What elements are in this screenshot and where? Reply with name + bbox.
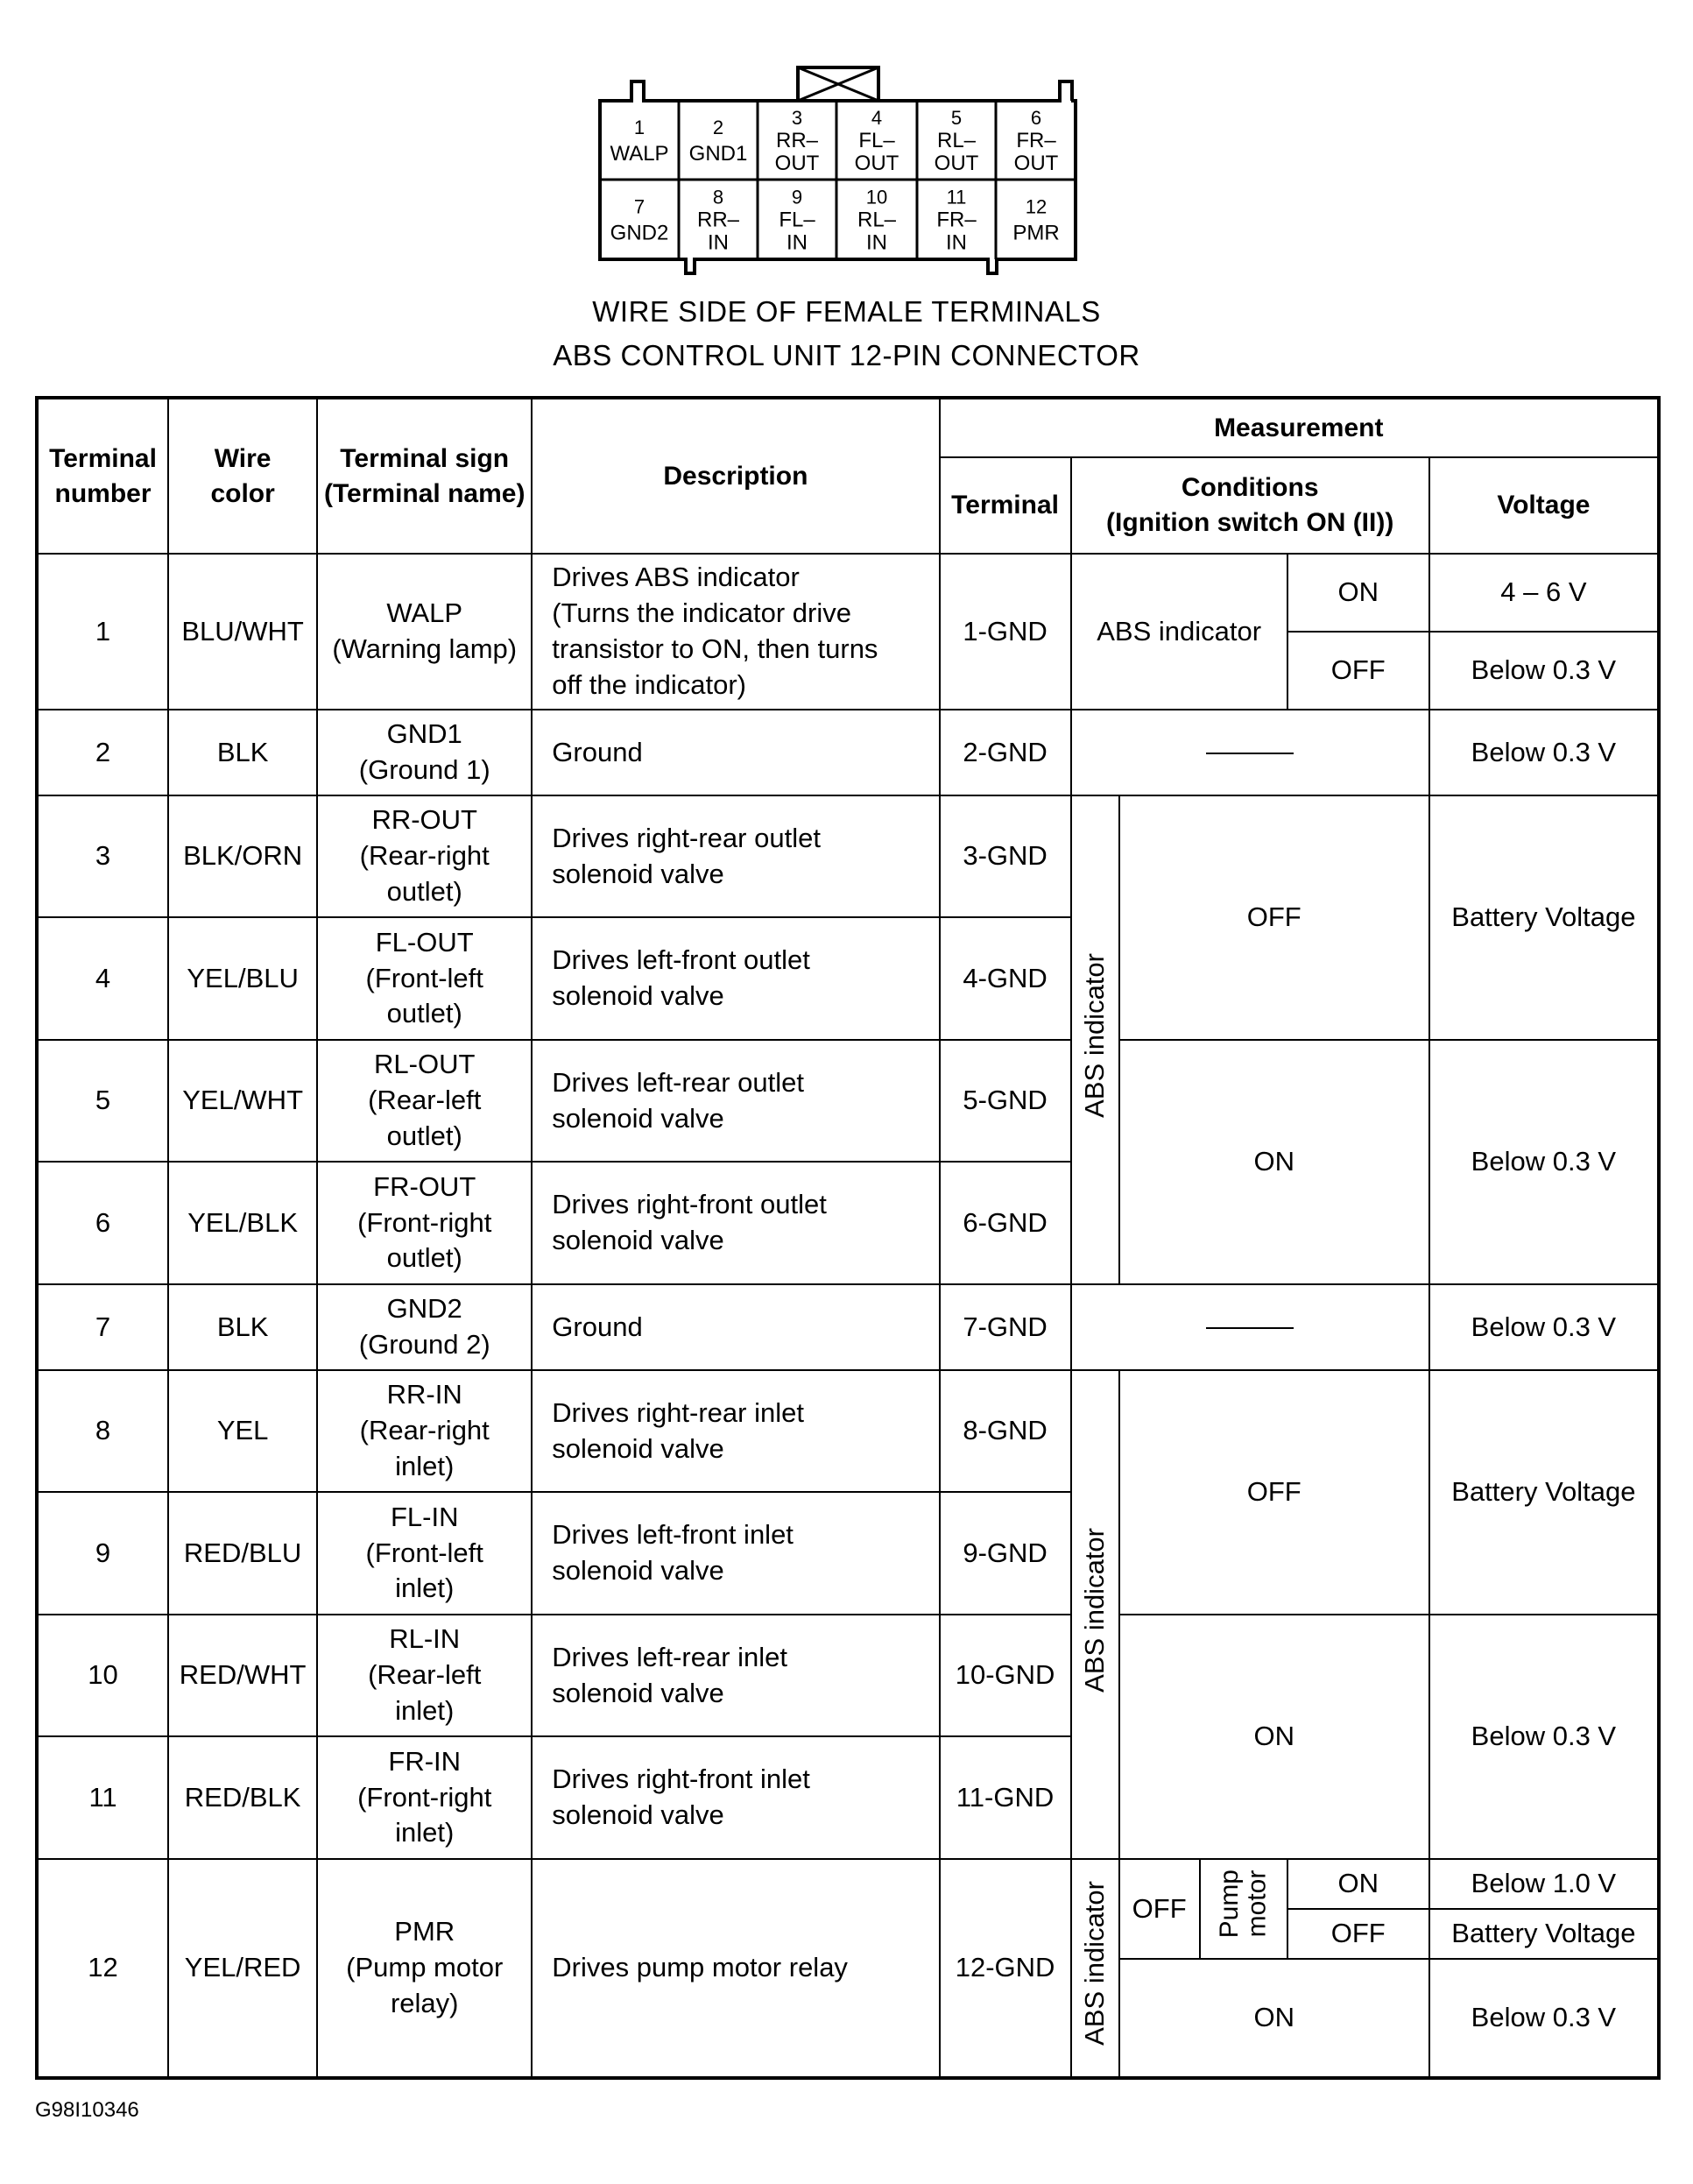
pin-number: 7: [633, 195, 645, 218]
pin-label: FL–: [858, 129, 895, 152]
condition-on: ON: [1119, 1615, 1429, 1859]
terminal-sign: GND1 (Ground 1): [317, 710, 532, 795]
connector-pin-3: [775, 107, 820, 175]
condition-off: OFF: [1119, 1370, 1429, 1615]
pin-label: FR–: [1016, 129, 1056, 152]
terminal-sign: GND2 (Ground 2): [317, 1284, 532, 1370]
wire-color: BLK/ORN: [168, 795, 317, 917]
terminal-sign: FR-IN (Front-right inlet): [317, 1736, 532, 1859]
pin-label: RL–: [936, 129, 977, 152]
terminal-sign: FR-OUT (Front-right outlet): [317, 1162, 532, 1284]
voltage-value: Below 0.3 V: [1429, 1615, 1659, 1859]
description: Drives pump motor relay: [532, 1859, 939, 2078]
wire-color: RED/BLU: [168, 1492, 317, 1615]
condition-off: OFF: [1287, 1909, 1429, 1959]
terminal-number: 8: [37, 1370, 168, 1492]
condition-abs-indicator-vertical: ABS indicator: [1071, 1859, 1119, 2078]
pin-label: OUT: [934, 152, 979, 175]
connector-pin-11: [936, 187, 977, 255]
measurement-terminal: 1-GND: [940, 554, 1071, 710]
measurement-terminal: 9-GND: [940, 1492, 1071, 1615]
condition-off: OFF: [1119, 1859, 1200, 1959]
table-row: [37, 554, 1659, 632]
condition-off: OFF: [1287, 632, 1429, 710]
terminal-number: 4: [37, 917, 168, 1040]
condition-on: ON: [1287, 554, 1429, 632]
terminal-sign: RL-IN (Rear-left inlet): [317, 1615, 532, 1736]
table-row: [37, 1859, 1659, 1909]
terminal-sign: FL-OUT (Front-left outlet): [317, 917, 532, 1040]
wire-color: YEL/BLU: [168, 917, 317, 1040]
measurement-terminal: 8-GND: [940, 1370, 1071, 1492]
voltage-value: Below 0.3 V: [1429, 710, 1659, 795]
terminal-number: 5: [37, 1040, 168, 1162]
wire-color: RED/BLK: [168, 1736, 317, 1859]
dash-line: [1206, 753, 1294, 754]
description: Drives left-front inlet solenoid valve: [532, 1492, 939, 1615]
pin-label: IN: [787, 230, 808, 255]
description: Drives left-rear inlet solenoid valve: [532, 1615, 939, 1736]
voltage-value: Battery Voltage: [1429, 795, 1659, 1040]
wire-color: BLU/WHT: [168, 554, 317, 710]
table-row: [37, 1040, 1659, 1162]
pin-number: 10: [865, 186, 888, 209]
terminal-sign: FL-IN (Front-left inlet): [317, 1492, 532, 1615]
condition-abs-indicator-vertical: ABS indicator: [1071, 795, 1119, 1284]
voltage-value: Below 0.3 V: [1429, 632, 1659, 710]
connector-pin-9: [779, 187, 815, 255]
connector-pin-8: [697, 187, 740, 255]
pin-label: WALP: [610, 142, 669, 166]
description: Drives right-front inlet solenoid valve: [532, 1736, 939, 1859]
connector-pin-12: [1012, 196, 1059, 245]
condition-on: ON: [1119, 1040, 1429, 1284]
connector-pin-4: [855, 107, 899, 175]
connector-diagram: [598, 66, 1089, 285]
terminal-number: 11: [37, 1736, 168, 1859]
measurement-terminal: 12-GND: [940, 1859, 1071, 2078]
condition-none: [1071, 1284, 1429, 1370]
pin-label: FR–: [936, 208, 977, 232]
condition-off: OFF: [1119, 795, 1429, 1040]
header-terminal-number: Terminal number: [37, 398, 168, 554]
connector-pin-2: [689, 117, 748, 166]
voltage-value: Below 0.3 V: [1429, 1959, 1659, 2078]
connector-caption-line1: WIRE SIDE OF FEMALE TERMINALS: [592, 295, 1101, 328]
pin-label: GND2: [610, 221, 669, 245]
pin-number: 8: [712, 186, 724, 209]
pin-label: GND1: [688, 142, 748, 166]
voltage-value: Below 1.0 V: [1429, 1859, 1659, 1909]
measurement-terminal: 6-GND: [940, 1162, 1071, 1284]
measurement-terminal: 4-GND: [940, 917, 1071, 1040]
measurement-terminal: 7-GND: [940, 1284, 1071, 1370]
description: Drives ABS indicator (Turns the indicator drive transistor to ON, then turns off the indicator): [532, 554, 939, 710]
terminal-number: 2: [37, 710, 168, 795]
pin-number: 12: [1025, 195, 1048, 218]
header-terminal: Terminal: [940, 457, 1071, 554]
pin-label: FL–: [779, 208, 815, 232]
wire-color: YEL/RED: [168, 1859, 317, 2078]
header-description: Description: [532, 398, 939, 554]
terminal-number: 6: [37, 1162, 168, 1284]
voltage-value: Battery Voltage: [1429, 1370, 1659, 1615]
table-row: [37, 710, 1659, 795]
pin-label: RL–: [857, 208, 897, 232]
table-row: [37, 795, 1659, 917]
wire-color: BLK: [168, 710, 317, 795]
terminal-sign: WALP (Warning lamp): [317, 554, 532, 710]
condition-none: [1071, 710, 1429, 795]
pin-number: 11: [946, 186, 967, 209]
pin-label: RR–: [775, 129, 819, 152]
connector-pin-1: [610, 117, 668, 166]
pin-label: PMR: [1012, 221, 1060, 245]
description: Drives right-front outlet solenoid valve: [532, 1162, 939, 1284]
voltage-value: Below 0.3 V: [1429, 1040, 1659, 1284]
pin-label: OUT: [774, 152, 820, 175]
terminal-sign: RR-IN (Rear-right inlet): [317, 1370, 532, 1492]
header-voltage: Voltage: [1429, 457, 1659, 554]
terminal-sign: PMR (Pump motor relay): [317, 1859, 532, 2078]
wire-color: BLK: [168, 1284, 317, 1370]
wire-color: YEL/BLK: [168, 1162, 317, 1284]
terminal-number: 3: [37, 795, 168, 917]
voltage-value: Battery Voltage: [1429, 1909, 1659, 1959]
description: Drives right-rear inlet solenoid valve: [532, 1370, 939, 1492]
condition-abs-indicator: ABS indicator: [1071, 554, 1287, 710]
pin-number: 6: [1030, 107, 1042, 129]
pin-number: 1: [633, 117, 645, 138]
voltage-value: Below 0.3 V: [1429, 1284, 1659, 1370]
pin-label: IN: [708, 230, 729, 255]
connector-pin-10: [857, 187, 897, 255]
pin-label: IN: [946, 230, 967, 255]
table-row: [37, 1370, 1659, 1492]
terminal-sign: RL-OUT (Rear-left outlet): [317, 1040, 532, 1162]
measurement-terminal: 10-GND: [940, 1615, 1071, 1736]
pin-number: 4: [871, 107, 883, 129]
wire-color: YEL: [168, 1370, 317, 1492]
pin-number: 5: [950, 107, 963, 129]
pin-number: 9: [791, 186, 803, 209]
pin-label: OUT: [854, 152, 899, 175]
description: Ground: [532, 1284, 939, 1370]
measurement-terminal: 11-GND: [940, 1736, 1071, 1859]
header-conditions: Conditions (Ignition switch ON (II)): [1071, 457, 1429, 554]
description: Drives left-front outlet solenoid valve: [532, 917, 939, 1040]
connector-pin-6: [1014, 107, 1059, 175]
figure-code: G98I10346: [35, 2098, 139, 2122]
pin-number: 2: [712, 117, 724, 138]
condition-pump-motor: Pump motor: [1200, 1859, 1287, 1959]
wire-color: RED/WHT: [168, 1615, 317, 1736]
condition-abs-indicator-vertical: ABS indicator: [1071, 1370, 1119, 1859]
measurement-terminal: 5-GND: [940, 1040, 1071, 1162]
terminal-sign: RR-OUT (Rear-right outlet): [317, 795, 532, 917]
table-row: [37, 1284, 1659, 1370]
terminal-number: 7: [37, 1284, 168, 1370]
condition-on: ON: [1287, 1859, 1429, 1909]
header-terminal-sign: Terminal sign (Terminal name): [317, 398, 532, 554]
connector-pin-7: [610, 196, 669, 245]
table-row: [37, 1615, 1659, 1736]
connector-lock-icon: [798, 67, 878, 101]
header-wire-color: Wire color: [168, 398, 317, 554]
terminal-number: 9: [37, 1492, 168, 1615]
measurement-terminal: 3-GND: [940, 795, 1071, 917]
pin-label: OUT: [1013, 152, 1059, 175]
pin-number: 3: [791, 107, 803, 129]
connector-caption-line2: ABS CONTROL UNIT 12-PIN CONNECTOR: [553, 339, 1140, 371]
header-measurement: Measurement: [940, 398, 1659, 457]
terminal-number: 12: [37, 1859, 168, 2078]
description: Drives left-rear outlet solenoid valve: [532, 1040, 939, 1162]
terminal-table: [35, 396, 1661, 2080]
measurement-terminal: 2-GND: [940, 710, 1071, 795]
pin-label: RR–: [696, 208, 740, 232]
wire-color: YEL/WHT: [168, 1040, 317, 1162]
condition-on: ON: [1119, 1959, 1429, 2078]
terminal-number: 1: [37, 554, 168, 710]
voltage-value: 4 – 6 V: [1429, 554, 1659, 632]
terminal-number: 10: [37, 1615, 168, 1736]
dash-line: [1206, 1327, 1294, 1329]
pin-label: IN: [866, 230, 887, 255]
description: Drives right-rear outlet solenoid valve: [532, 795, 939, 917]
connector-pin-5: [935, 107, 979, 175]
description: Ground: [532, 710, 939, 795]
